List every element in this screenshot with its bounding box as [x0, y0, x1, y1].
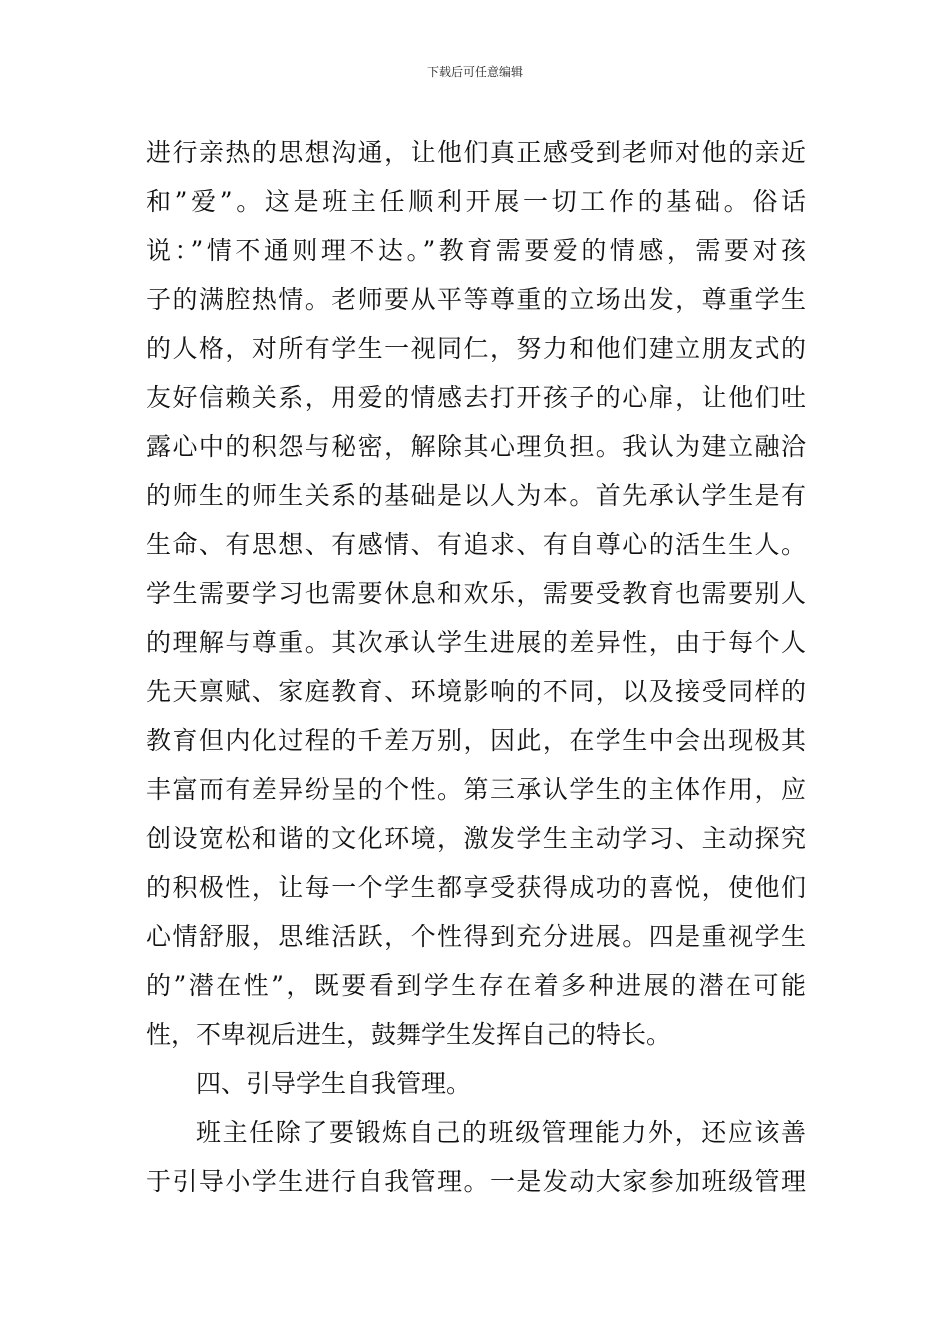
- body-line: 班主任除了要锻炼自己的班级管理能力外，还应该善: [196, 1118, 806, 1147]
- body-line: 的理解与尊重。其次承认学生进展的差异性，由于每个人: [146, 628, 806, 657]
- body-line: 性，不卑视后进生，鼓舞学生发挥自己的特长。: [146, 1020, 672, 1049]
- body-line: 和”爱”。这是班主任顺利开展一切工作的基础。俗话: [146, 187, 806, 216]
- body-line: 先天禀赋、家庭教育、环境影响的不同，以及接受同样的: [146, 677, 806, 706]
- body-line: 的人格，对所有学生一视同仁，努力和他们建立朋友式的: [146, 334, 806, 363]
- body-line: 的师生的师生关系的基础是以人为本。首先承认学生是有: [146, 481, 806, 510]
- body-line: 于引导小学生进行自我管理。一是发动大家参加班级管理: [146, 1167, 806, 1196]
- body-line: 的积极性，让每一个学生都享受获得成功的喜悦，使他们: [146, 873, 806, 902]
- body-line: 友好信赖关系，用爱的情感去打开孩子的心扉，让他们吐: [146, 383, 806, 412]
- page-header: 下载后可任意编辑: [426, 65, 523, 79]
- document-body: [146, 128, 806, 1206]
- body-line: 子的满腔热情。老师要从平等尊重的立场出发，尊重学生: [146, 285, 806, 314]
- body-line: 进行亲热的思想沟通，让他们真正感受到老师对他的亲近: [146, 138, 806, 167]
- section-heading: 四、引导学生自我管理。: [196, 1069, 472, 1098]
- body-line: 说：”情不通则理不达。”教育需要爱的情感，需要对孩: [146, 236, 806, 265]
- body-line: 丰富而有差异纷呈的个性。第三承认学生的主体作用，应: [146, 775, 806, 804]
- body-line: 生命、有思想、有感情、有追求、有自尊心的活生生人。: [146, 530, 806, 559]
- body-line: 创设宽松和谐的文化环境，激发学生主动学习、主动探究: [146, 824, 806, 853]
- body-line: 学生需要学习也需要休息和欢乐，需要受教育也需要别人: [146, 579, 806, 608]
- body-line: 心情舒服，思维活跃，个性得到充分进展。四是重视学生: [146, 922, 806, 951]
- body-line: 露心中的积怨与秘密，解除其心理负担。我认为建立融洽: [146, 432, 806, 461]
- body-line: 教育但内化过程的千差万别，因此，在学生中会出现极其: [146, 726, 806, 755]
- body-line: 的”潜在性”，既要看到学生存在着多种进展的潜在可能: [146, 971, 806, 1000]
